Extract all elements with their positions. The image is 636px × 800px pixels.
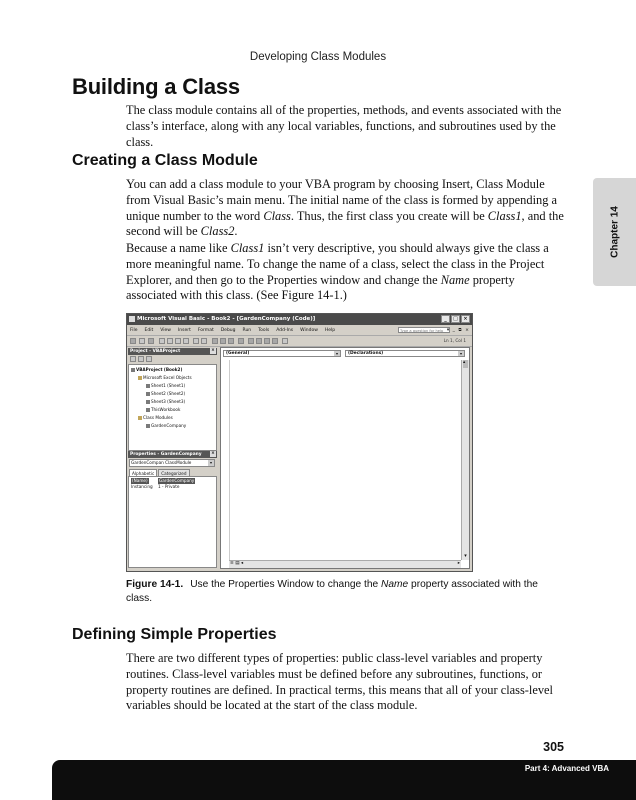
folder-icon	[138, 376, 142, 380]
project-explorer-icon[interactable]	[248, 338, 254, 344]
property-value[interactable]: 1 - Private	[158, 484, 180, 489]
footer-bar	[52, 760, 636, 800]
tree-node-label: VBAProject (Book2)	[136, 367, 183, 372]
workbook-icon	[146, 408, 150, 412]
object-browser-icon[interactable]	[264, 338, 270, 344]
menu-insert[interactable]: Insert	[177, 328, 191, 333]
properties-object-select[interactable]	[129, 459, 215, 467]
design-mode-icon[interactable]	[238, 338, 244, 344]
reset-icon[interactable]	[228, 338, 234, 344]
menu-format[interactable]: Format	[197, 328, 214, 333]
minimize-button[interactable]: _	[441, 315, 450, 323]
properties-grid	[128, 476, 217, 568]
running-head: Developing Class Modules	[249, 51, 387, 63]
toggle-folders-icon[interactable]	[146, 356, 152, 362]
caption-text: property associated with the class.	[126, 579, 538, 604]
cut-icon[interactable]	[159, 338, 165, 344]
run-icon[interactable]	[212, 338, 218, 344]
tree-node-sheet1[interactable]	[146, 383, 185, 388]
menu-view[interactable]: View	[160, 328, 171, 333]
object-select[interactable]	[223, 350, 341, 357]
tree-node-vbaproject[interactable]	[131, 367, 182, 372]
paste-icon[interactable]	[175, 338, 181, 344]
toolbox-icon[interactable]	[272, 338, 278, 344]
text-run: .	[234, 224, 238, 239]
save-icon[interactable]	[148, 338, 154, 344]
italic-term: Class1	[230, 241, 265, 255]
scroll-down-arrow[interactable]: ▾	[464, 553, 467, 559]
text-run: isn’t very descriptive, you should always give the class a more meaningful name. To change the name of a class, select the class in the Project Explorer, and then go to the Properties window and change the	[126, 241, 549, 287]
heading-creating-a-class-module: Creating a Class Module	[72, 152, 258, 169]
menu-file[interactable]: File	[130, 328, 138, 333]
tree-node-excel-objects[interactable]	[138, 375, 192, 380]
view-toggle-buttons[interactable]: ≡ ▤ ◂	[230, 561, 244, 566]
vba-editor-screenshot	[126, 313, 473, 572]
italic-term: Class	[263, 208, 291, 223]
tree-node-thisworkbook[interactable]	[146, 407, 180, 412]
procedure-select[interactable]	[345, 350, 465, 357]
text-run: property associated with this class. (See Figure 14-1.)	[126, 272, 515, 303]
properties-close-button[interactable]: ×	[211, 451, 215, 456]
italic-term: Name	[440, 272, 470, 287]
chevron-down-icon[interactable]: ▾	[209, 460, 212, 465]
view-excel-icon[interactable]	[130, 338, 136, 344]
view-object-icon[interactable]	[138, 356, 144, 362]
copy-icon[interactable]	[167, 338, 173, 344]
undo-icon[interactable]	[193, 338, 199, 344]
property-key: Instancing	[131, 484, 153, 489]
text-run: Because a name like	[126, 241, 231, 255]
menu-edit[interactable]: Edit	[144, 328, 154, 333]
code-editor[interactable]	[229, 360, 461, 560]
class-module-icon	[146, 424, 150, 428]
tree-node-class-modules[interactable]	[138, 415, 173, 420]
menu-run[interactable]: Run	[242, 328, 252, 333]
tree-node-label: Sheet2 (Sheet2)	[151, 391, 186, 396]
standard-toolbar	[127, 336, 472, 347]
tree-node-label: ThisWorkbook	[151, 407, 181, 412]
help-search-input[interactable]: Type a question for help	[398, 327, 450, 333]
tree-node-label: Class Modules	[143, 415, 173, 420]
code-window	[220, 347, 470, 569]
tree-node-gardencompany[interactable]	[146, 423, 186, 428]
paragraph-text: The class module contains all of the properties, methods, and events associated with the class’s interface, along with any local variables, functions, and subroutines used by the class.	[126, 103, 562, 149]
menu-help[interactable]: Help	[324, 328, 336, 333]
insert-module-icon[interactable]	[139, 338, 145, 344]
tree-node-label: Sheet1 (Sheet1)	[151, 383, 186, 388]
horizontal-scrollbar[interactable]	[229, 560, 461, 568]
redo-icon[interactable]	[201, 338, 207, 344]
tab-categorized[interactable]: Categorized	[158, 469, 189, 477]
worksheet-icon	[146, 400, 150, 404]
page-number: 305	[543, 740, 564, 754]
project-explorer-toolbar	[130, 356, 152, 362]
menu-tools[interactable]: Tools	[258, 328, 270, 333]
menu-debug[interactable]: Debug	[220, 328, 236, 333]
window-titlebar	[127, 314, 472, 325]
folder-icon	[138, 416, 142, 420]
paragraph-property-types	[126, 651, 566, 714]
window-title: Microsoft Visual Basic - Book2 - [GardenCompany (Code)]	[137, 316, 316, 322]
cursor-position: Ln 1, Col 1	[443, 338, 466, 343]
scroll-right-arrow[interactable]: ▸	[457, 561, 460, 566]
figure-caption	[126, 578, 566, 606]
tree-node-label: Microsoft Excel Objects	[143, 375, 192, 380]
italic-term: Class2	[200, 224, 235, 239]
vertical-scrollbar[interactable]	[461, 360, 469, 560]
object-select-value: (General)	[226, 351, 250, 356]
project-icon	[131, 368, 135, 372]
worksheet-icon	[146, 384, 150, 388]
project-explorer-label: Project - VBAProject	[130, 349, 181, 354]
project-tree	[128, 364, 217, 451]
close-button[interactable]: ×	[461, 315, 470, 323]
caption-italic: Name	[381, 579, 409, 590]
heading-defining-simple-properties: Defining Simple Properties	[72, 626, 277, 643]
tab-alphabetic[interactable]: Alphabetic	[129, 469, 157, 477]
project-explorer-title	[128, 348, 217, 355]
heading-building-a-class: Building a Class	[72, 74, 240, 99]
properties-window-title	[128, 451, 217, 458]
properties-object-value: GardenCompan ClassModule	[131, 460, 192, 465]
caption-text: Use the Properties Window to change the	[190, 579, 382, 590]
find-icon[interactable]	[183, 338, 189, 344]
scroll-up-arrow[interactable]: ▴	[463, 360, 468, 368]
figure-label: Figure 14-1.	[126, 579, 184, 590]
paragraph-text: There are two different types of properties: public class-level variables and property routines. Class-level variables must be defined before any subroutines, functions, or property routines are defined. In practical terms, this means that all of your class-level variables should be located at the start of the class module.	[126, 651, 553, 713]
procedure-select-value: (Declarations)	[348, 351, 384, 356]
tree-node-sheet2[interactable]	[146, 391, 185, 396]
help-icon[interactable]	[282, 338, 288, 344]
menu-window[interactable]: Window	[300, 328, 318, 333]
window-controls	[441, 315, 470, 323]
menu-add-ins[interactable]: Add-Ins	[276, 328, 294, 333]
mdi-window-controls[interactable]: ▾ _ ⧉ ×	[446, 328, 470, 333]
view-code-icon[interactable]	[130, 356, 136, 362]
vba-app-icon	[129, 316, 135, 322]
text-run: You can add a class module to your VBA program by choosing Insert, Class Module from Visual Basic’s main menu. The initial name of the class is formed by appending a unique number to the word	[126, 177, 557, 223]
footer-label: Part 4: Advanced VBA	[524, 764, 609, 773]
chevron-down-icon[interactable]: ▾	[335, 351, 338, 356]
break-icon[interactable]	[220, 338, 226, 344]
paragraph-class-module-intro	[126, 103, 566, 150]
tree-node-sheet3[interactable]	[146, 399, 185, 404]
tree-node-label: Sheet3 (Sheet3)	[151, 399, 186, 404]
project-explorer-close-button[interactable]: ×	[211, 348, 215, 353]
maximize-button[interactable]: □	[451, 315, 460, 323]
chapter-side-tab	[593, 178, 636, 286]
property-row-instancing[interactable]	[130, 484, 215, 490]
worksheet-icon	[146, 392, 150, 396]
menu-bar	[127, 326, 472, 336]
properties-window-icon[interactable]	[256, 338, 262, 344]
tree-node-label: GardenCompany	[151, 423, 187, 428]
chevron-down-icon[interactable]: ▾	[459, 351, 462, 356]
paragraph-renaming-class	[126, 241, 566, 304]
italic-term: Class1	[487, 208, 522, 223]
properties-window-label: Properties - GardenCompany	[130, 452, 202, 457]
chapter-label: Chapter 14	[609, 206, 620, 258]
property-key: (Name)	[132, 478, 148, 483]
paragraph-adding-class-module	[126, 177, 566, 240]
text-run: . Thus, the first class you create will be	[290, 208, 488, 223]
text-run: , and the second will be	[126, 208, 564, 239]
property-value[interactable]: GardenCompany	[159, 478, 195, 483]
